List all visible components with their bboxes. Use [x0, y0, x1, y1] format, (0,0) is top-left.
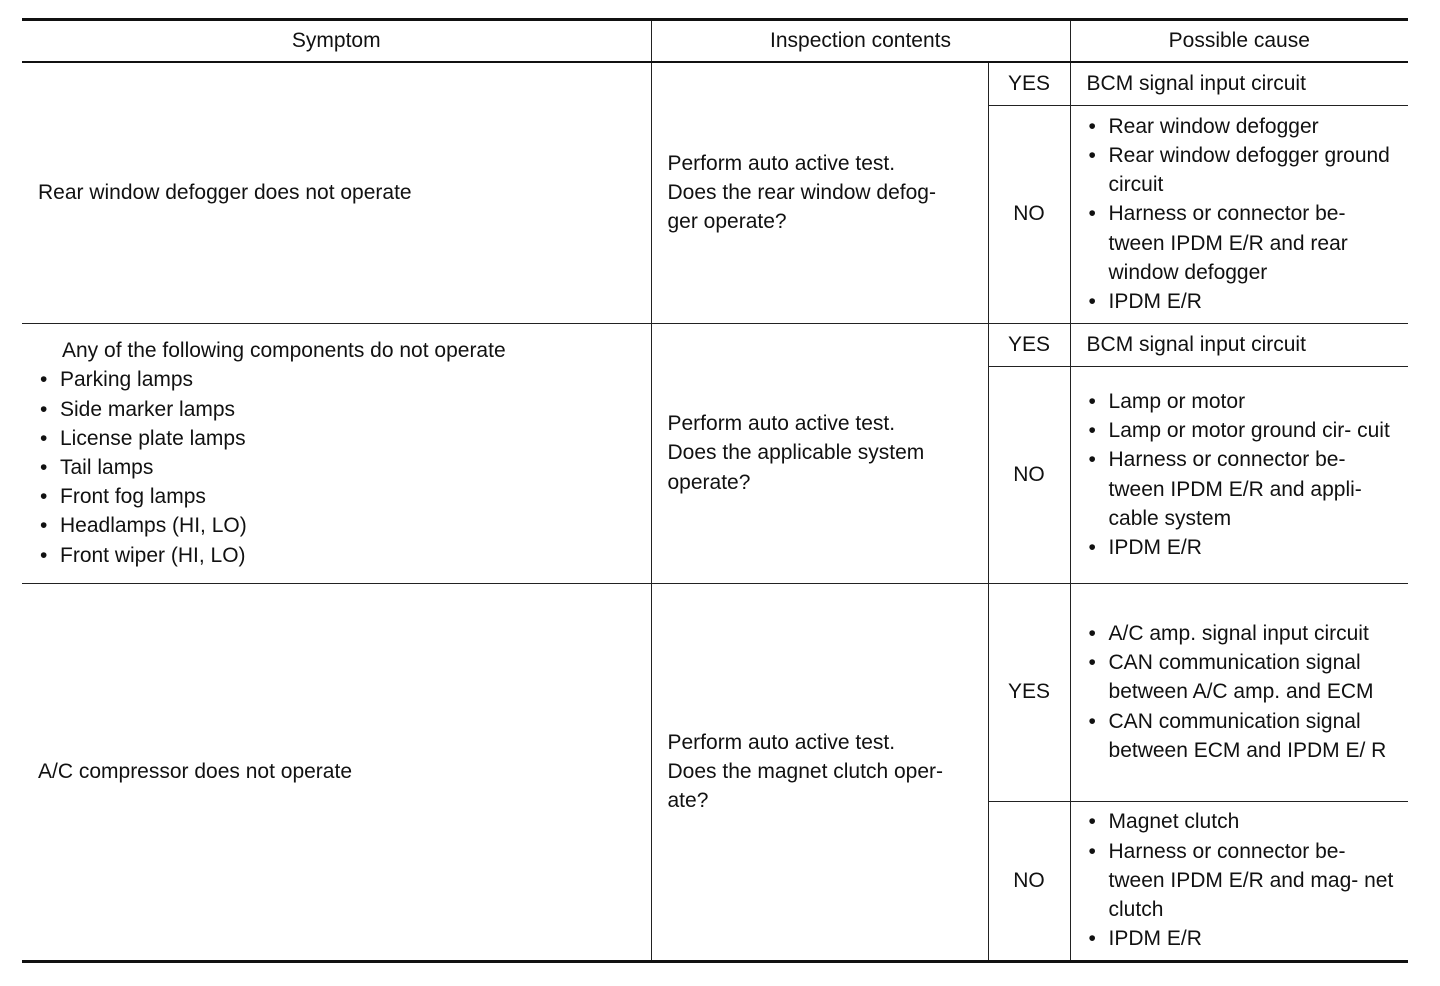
list-item: • Harness or connector be- tween IPDM E/R and appli- cable system [1087, 445, 1401, 533]
inspection-cell [651, 323, 988, 583]
cause-cell [1070, 583, 1408, 801]
cause-list [1087, 807, 1401, 953]
list-item: • License plate lamps [38, 424, 641, 453]
list-item: • Side marker lamps [38, 395, 641, 424]
table-row [22, 323, 1408, 366]
inspection-cell [651, 583, 988, 961]
inspection-line: Does the applicable system [667, 441, 925, 465]
cause-cell: BCM signal input circuit [1070, 323, 1408, 366]
symptom-cell: Rear window defogger does not operate [22, 62, 651, 323]
list-item: • Harness or connector be- tween IPDM E/R and mag- net clutch [1087, 837, 1401, 925]
no-label: NO [988, 801, 1070, 961]
cause-list [1087, 112, 1401, 316]
cause-cell: BCM signal input circuit [1070, 62, 1408, 105]
header-cause: Possible cause [1070, 20, 1408, 63]
list-item: • CAN communication signal between A/C amp. and ECM [1087, 648, 1401, 706]
list-item: • Front fog lamps [38, 482, 641, 511]
symptom-cell: A/C compressor does not operate [22, 583, 651, 961]
list-item: • Headlamps (HI, LO) [38, 511, 641, 540]
inspection-line: Perform auto active test. [667, 730, 896, 754]
list-item: • Lamp or motor [1087, 387, 1401, 416]
cause-cell [1070, 801, 1408, 961]
symptom-cell [22, 323, 651, 583]
no-label: NO [988, 105, 1070, 323]
list-item: • IPDM E/R [1087, 287, 1401, 316]
list-item: • IPDM E/R [1087, 924, 1401, 953]
inspection-cell [651, 62, 988, 323]
list-item: • Rear window defogger ground circuit [1087, 141, 1401, 199]
cause-list [1087, 619, 1401, 765]
symptom-table [22, 18, 1408, 963]
symptom-intro: Any of the following components do not operate [62, 339, 506, 363]
list-item: • Lamp or motor ground cir- cuit [1087, 416, 1401, 445]
list-item: • Tail lamps [38, 453, 641, 482]
component-list [38, 365, 641, 569]
inspection-line: operate? [667, 470, 751, 494]
inspection-line: Does the magnet clutch oper- [667, 759, 943, 783]
list-item: • CAN communication signal between ECM and IPDM E/ R [1087, 707, 1401, 765]
inspection-line: ate? [667, 789, 709, 813]
list-item: • Harness or connector be- tween IPDM E/R and rear window defogger [1087, 199, 1401, 287]
inspection-line: Perform auto active test. [667, 412, 896, 436]
list-item: • Rear window defogger [1087, 112, 1401, 141]
list-item: • Front wiper (HI, LO) [38, 541, 641, 570]
cause-list [1087, 387, 1401, 562]
cause-cell [1070, 105, 1408, 323]
cause-cell [1070, 366, 1408, 583]
yes-label: YES [988, 583, 1070, 801]
header-symptom: Symptom [22, 20, 651, 63]
table-row [22, 583, 1408, 801]
yes-label: YES [988, 323, 1070, 366]
list-item: • Magnet clutch [1087, 807, 1401, 836]
header-inspection: Inspection contents [651, 20, 1070, 63]
yes-label: YES [988, 62, 1070, 105]
list-item: • Parking lamps [38, 365, 641, 394]
list-item: • IPDM E/R [1087, 533, 1401, 562]
inspection-line: Does the rear window defog- [667, 181, 936, 205]
header-row [22, 20, 1408, 63]
table-row [22, 62, 1408, 105]
inspection-line: ger operate? [667, 210, 787, 234]
inspection-line: Perform auto active test. [667, 151, 896, 175]
list-item: • A/C amp. signal input circuit [1087, 619, 1401, 648]
no-label: NO [988, 366, 1070, 583]
